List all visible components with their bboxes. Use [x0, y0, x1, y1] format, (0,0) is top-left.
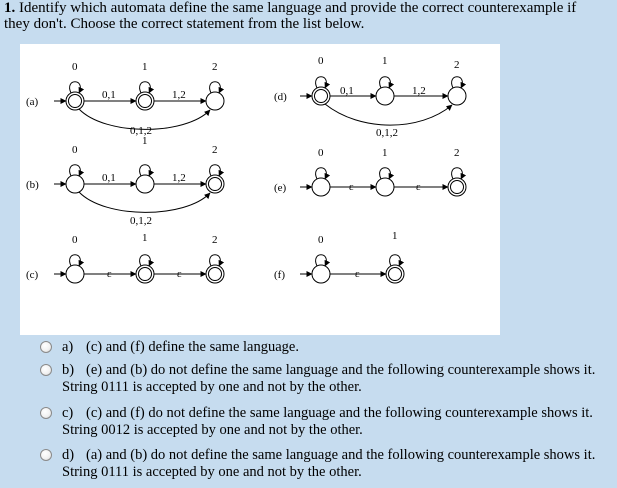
option-d-letter: d)	[62, 447, 75, 463]
option-d-label: (a) and (b) do not define the same language and the following counterexample shows it. String 0111 is accepted by one and not by the other.	[62, 447, 596, 480]
c-edge12: ε	[177, 268, 182, 280]
option-b-label: (e) and (b) do not define the same language and the following counterexample shows it. String 0111 is accepted by one and not by the other.	[62, 362, 596, 395]
label-f: (f)	[274, 269, 285, 281]
e-loop0: 0	[318, 147, 324, 159]
c-loop1: 1	[142, 232, 148, 244]
radio-button-b[interactable]	[40, 364, 52, 376]
label-d: (d)	[274, 91, 287, 103]
automata-diagram	[20, 44, 500, 335]
option-a-letter: a)	[62, 339, 74, 355]
option-d[interactable]	[40, 447, 610, 481]
b-edge01: 0,1	[102, 172, 116, 184]
a-edge01: 0,1	[102, 89, 116, 101]
c-loop2: 2	[212, 234, 218, 246]
e-loop2: 2	[454, 147, 460, 159]
e-loop1: 1	[382, 147, 388, 159]
option-c[interactable]	[40, 405, 610, 439]
label-b: (b)	[26, 179, 39, 191]
option-d-text	[62, 447, 610, 481]
b-loop1: 1	[142, 135, 148, 147]
d-loop2: 2	[454, 59, 460, 71]
question-number: 1.	[4, 0, 16, 16]
f-loop1: 1	[392, 230, 398, 242]
c-edge01: ε	[107, 268, 112, 280]
a-loop1: 1	[142, 61, 148, 73]
b-loop2: 2	[212, 144, 218, 156]
b-loop0: 0	[72, 144, 78, 156]
d-edge01: 0,1	[340, 85, 354, 97]
d-loop1: 1	[382, 55, 388, 67]
c-loop0: 0	[72, 234, 78, 246]
option-a[interactable]	[40, 339, 610, 356]
option-b-text	[62, 362, 610, 396]
option-b-letter: b)	[62, 362, 75, 378]
label-a: (a)	[26, 96, 39, 108]
option-c-text	[62, 405, 610, 439]
e-edge12: ε	[416, 181, 421, 193]
d-edge02: 0,1,2	[376, 127, 398, 139]
radio-button-a[interactable]	[40, 341, 52, 353]
radio-button-d[interactable]	[40, 449, 52, 461]
b-edge02: 0,1,2	[130, 215, 152, 227]
a-loop0: 0	[72, 61, 78, 73]
a-loop2: 2	[212, 61, 218, 73]
option-b[interactable]	[40, 362, 610, 396]
automata-figure	[20, 44, 500, 335]
e-edge01: ε	[349, 181, 354, 193]
label-e: (e)	[274, 182, 287, 194]
option-c-label: (c) and (f) do not define the same language and the following counterexample shows it. String 0012 is accepted by one and not by the other.	[62, 405, 593, 438]
option-c-letter: c)	[62, 405, 74, 421]
question-text	[4, 0, 604, 32]
b-edge12: 1,2	[172, 172, 186, 184]
f-edge01: ε	[355, 268, 360, 280]
question-body: Identify which automata define the same language and provide the correct counterexample if they don't. Choose the correct statement from the list below.	[4, 0, 577, 32]
f-loop0: 0	[318, 234, 324, 246]
radio-button-c[interactable]	[40, 407, 52, 419]
option-a-text	[62, 339, 610, 356]
d-loop0: 0	[318, 55, 324, 67]
option-a-label: (c) and (f) define the same language.	[86, 339, 299, 355]
a-edge02: 0,1,2	[130, 125, 152, 137]
label-c: (c)	[26, 269, 39, 281]
d-edge12: 1,2	[412, 85, 426, 97]
a-edge12: 1,2	[172, 89, 186, 101]
